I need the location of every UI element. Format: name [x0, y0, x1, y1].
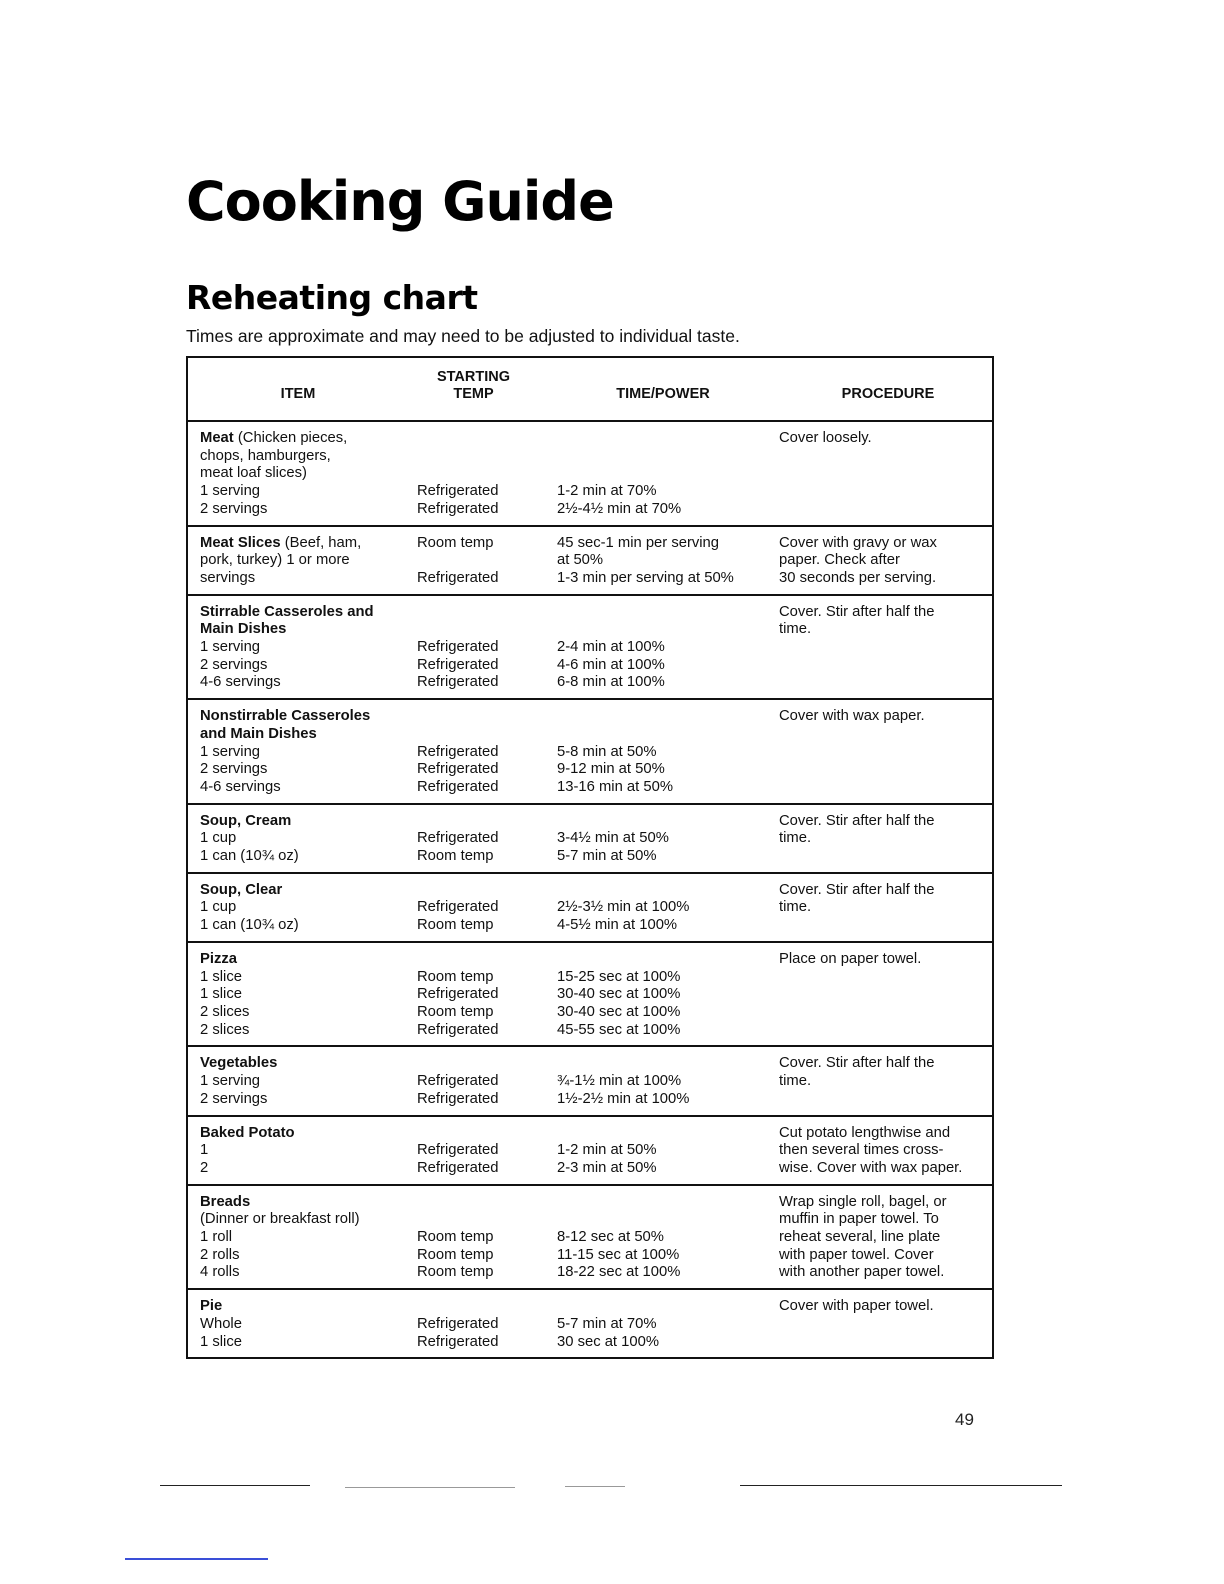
table-row: [188, 700, 992, 805]
item-line: [200, 1247, 417, 1265]
time-power-line: [557, 726, 779, 744]
time-power-line: 1½-2½ min at 100%: [557, 1090, 690, 1107]
item-line: [200, 969, 417, 987]
item-detail: chops, hamburgers,: [200, 447, 331, 464]
starting-temp-line: Refrigerated: [417, 1021, 499, 1038]
procedure-line: Cover with paper towel.: [779, 1298, 934, 1315]
item-line: [200, 1073, 417, 1091]
time-power-line: 6-8 min at 100%: [557, 674, 665, 691]
time-power-line: 45-55 sec at 100%: [557, 1021, 681, 1038]
table-body: [188, 422, 992, 1357]
table-row: [188, 1117, 992, 1186]
item-name: Breads: [200, 1193, 251, 1210]
item-detail: (Chicken pieces,: [233, 430, 348, 446]
item-line: [200, 448, 417, 466]
footer-rule: [740, 1485, 1062, 1486]
time-power-line: [557, 430, 779, 448]
section-title: Reheating chart: [186, 278, 478, 317]
item-name: Pizza: [200, 950, 238, 967]
item-line: [200, 483, 417, 501]
item-detail: 1: [200, 1142, 209, 1159]
item-detail: 1 serving: [200, 1073, 261, 1090]
item-name: Vegetables: [200, 1055, 278, 1072]
item-line: [200, 535, 417, 553]
starting-temp-line: [417, 621, 557, 639]
item-name: Baked Potato: [200, 1124, 295, 1141]
intro-text: Times are approximate and may need to be adjusted to individual taste.: [186, 326, 740, 346]
procedure-cell: [779, 535, 992, 588]
item-detail: 1 cup: [200, 830, 237, 847]
time-power-line: [557, 604, 779, 622]
item-cell: [188, 813, 417, 866]
footer-rule: [565, 1486, 625, 1487]
item-line: [200, 761, 417, 779]
starting-temp-line: Refrigerated: [417, 778, 499, 795]
item-cell: [188, 430, 417, 519]
item-line: [200, 552, 417, 570]
item-name: Meat Slices: [200, 534, 281, 551]
header-temp-line1: STARTING: [436, 369, 511, 385]
time-power-line: 5-8 min at 50%: [557, 743, 657, 760]
item-cell: [188, 951, 417, 1040]
item-cell: [188, 708, 417, 797]
procedure-line: then several times cross-: [779, 1142, 944, 1159]
item-line: [200, 621, 417, 639]
footer-rule: [345, 1487, 515, 1488]
time-power-line: [557, 708, 779, 726]
item-detail: 1 serving: [200, 639, 261, 656]
header-temp-line2: TEMP: [453, 386, 494, 402]
item-detail: Whole: [200, 1315, 242, 1332]
time-power-line: [557, 951, 779, 969]
starting-temp-line: Refrigerated: [417, 1090, 499, 1107]
time-power-line: 9-12 min at 50%: [557, 761, 665, 778]
item-line: [200, 1022, 417, 1040]
starting-temp-cell: [417, 1298, 557, 1351]
procedure-line: wise. Cover with wax paper.: [779, 1159, 963, 1176]
starting-temp-line: Room temp: [417, 848, 494, 865]
time-power-line: 4-5½ min at 100%: [557, 917, 678, 934]
starting-temp-line: [417, 465, 557, 483]
procedure-cell: [779, 430, 992, 519]
item-line: [200, 1055, 417, 1073]
item-detail: 1 slice: [200, 986, 242, 1003]
starting-temp-line: [417, 1125, 557, 1143]
procedure-line: time.: [779, 830, 812, 847]
item-cell: [188, 604, 417, 693]
item-detail: 2 servings: [200, 761, 268, 778]
item-line: [200, 1125, 417, 1143]
item-line: [200, 882, 417, 900]
item-cell: [188, 882, 417, 935]
item-cell: [188, 535, 417, 588]
item-line: [200, 674, 417, 692]
time-power-line: [557, 1125, 779, 1143]
time-power-line: [557, 1055, 779, 1073]
header-starting-temp: [426, 369, 521, 403]
starting-temp-cell: [417, 951, 557, 1040]
starting-temp-line: Refrigerated: [417, 1315, 499, 1332]
starting-temp-line: Room temp: [417, 968, 494, 985]
starting-temp-line: [417, 951, 557, 969]
starting-temp-cell: [417, 604, 557, 693]
item-cell: [188, 1125, 417, 1178]
item-detail: servings: [200, 569, 256, 586]
item-name: Soup, Cream: [200, 812, 292, 829]
time-power-line: 5-7 min at 50%: [557, 848, 657, 865]
procedure-cell: [779, 813, 992, 866]
time-power-line: 30 sec at 100%: [557, 1333, 660, 1350]
item-cell: [188, 1055, 417, 1108]
header-time-power: TIME/POWER: [616, 386, 710, 402]
item-line: [200, 1264, 417, 1282]
item-line: [200, 1091, 417, 1109]
starting-temp-line: Refrigerated: [417, 639, 499, 655]
item-line: [200, 1298, 417, 1316]
item-name: Stirrable Casseroles and: [200, 603, 374, 620]
item-name: Meat: [200, 430, 234, 446]
procedure-line: time.: [779, 621, 812, 638]
time-power-line: 2½-4½ min at 70%: [557, 500, 682, 517]
starting-temp-line: Refrigerated: [417, 986, 499, 1003]
table-header: [188, 358, 992, 422]
time-power-line: 3-4½ min at 50%: [557, 830, 669, 847]
procedure-line: Cover with gravy or wax: [779, 534, 937, 551]
item-name: Main Dishes: [200, 621, 287, 638]
starting-temp-line: [417, 1298, 557, 1316]
starting-temp-line: [417, 1194, 557, 1212]
procedure-cell: [779, 1125, 992, 1178]
item-detail: 2 slices: [200, 1021, 250, 1038]
starting-temp-line: [417, 604, 557, 622]
starting-temp-line: Room temp: [417, 917, 494, 934]
time-power-line: 1-3 min per serving at 50%: [557, 569, 734, 586]
time-power-cell: [557, 1194, 779, 1283]
time-power-cell: [557, 1055, 779, 1108]
page-number: 49: [955, 1410, 974, 1429]
procedure-cell: [779, 708, 992, 797]
starting-temp-cell: [417, 882, 557, 935]
time-power-line: 18-22 sec at 100%: [557, 1264, 681, 1281]
item-detail: 2 servings: [200, 1090, 268, 1107]
procedure-cell: [779, 604, 992, 693]
starting-temp-line: Refrigerated: [417, 569, 499, 586]
item-detail: 2 slices: [200, 1003, 250, 1020]
procedure-cell: [779, 1055, 992, 1108]
item-line: [200, 779, 417, 797]
procedure-line: Cover. Stir after half the: [779, 603, 935, 620]
item-line: [200, 501, 417, 519]
item-detail: 4-6 servings: [200, 674, 281, 691]
time-power-line: [557, 1298, 779, 1316]
table-row: [188, 943, 992, 1048]
time-power-line: 1-2 min at 70%: [557, 483, 657, 500]
header-procedure: PROCEDURE: [841, 386, 935, 402]
procedure-line: Cover loosely.: [779, 430, 872, 446]
item-line: [200, 465, 417, 483]
time-power-line: [557, 882, 779, 900]
procedure-cell: [779, 1298, 992, 1351]
table-row: [188, 527, 992, 596]
item-name: Nonstirrable Casseroles: [200, 708, 371, 725]
time-power-line: [557, 465, 779, 483]
item-cell: [188, 1298, 417, 1351]
procedure-cell: [779, 951, 992, 1040]
starting-temp-line: [417, 552, 557, 570]
time-power-line: 4-6 min at 100%: [557, 656, 665, 673]
time-power-cell: [557, 708, 779, 797]
starting-temp-line: [417, 1055, 557, 1073]
table-row: [188, 805, 992, 874]
time-power-line: 30-40 sec at 100%: [557, 986, 681, 1003]
item-detail: 1 can (10¾ oz): [200, 917, 299, 934]
time-power-cell: [557, 535, 779, 588]
item-line: [200, 830, 417, 848]
starting-temp-line: [417, 726, 557, 744]
starting-temp-cell: [417, 535, 557, 588]
starting-temp-line: Room temp: [417, 1228, 494, 1245]
starting-temp-line: Refrigerated: [417, 1333, 499, 1350]
item-detail: 1 can (10¾ oz): [200, 848, 299, 865]
item-detail: 2: [200, 1159, 209, 1176]
time-power-line: [557, 813, 779, 831]
table-row: [188, 422, 992, 527]
item-detail: (Beef, ham,: [280, 534, 362, 551]
starting-temp-line: [417, 882, 557, 900]
time-power-line: [557, 1211, 779, 1229]
item-line: [200, 1004, 417, 1022]
starting-temp-line: Refrigerated: [417, 1159, 499, 1176]
procedure-line: reheat several, line plate: [779, 1229, 941, 1246]
time-power-line: 2-3 min at 50%: [557, 1159, 657, 1176]
item-line: [200, 917, 417, 935]
starting-temp-line: Room temp: [417, 1264, 494, 1281]
procedure-line: with another paper towel.: [779, 1264, 945, 1281]
time-power-line: 11-15 sec at 100%: [557, 1246, 680, 1263]
item-detail: 1 slice: [200, 1333, 242, 1350]
item-detail: 4 rolls: [200, 1264, 240, 1281]
item-line: [200, 986, 417, 1004]
starting-temp-cell: [417, 1125, 557, 1178]
item-cell: [188, 1194, 417, 1283]
item-line: [200, 1229, 417, 1247]
time-power-cell: [557, 882, 779, 935]
item-line: [200, 570, 417, 588]
item-detail: (Dinner or breakfast roll): [200, 1211, 360, 1228]
item-line: [200, 639, 417, 657]
reheating-chart-table: [186, 356, 994, 1359]
footer-rule: [125, 1558, 268, 1560]
item-line: [200, 726, 417, 744]
procedure-line: Cover. Stir after half the: [779, 812, 935, 829]
time-power-cell: [557, 604, 779, 693]
item-line: [200, 951, 417, 969]
starting-temp-line: Room temp: [417, 1003, 494, 1020]
table-row: [188, 596, 992, 701]
starting-temp-line: [417, 1211, 557, 1229]
item-line: [200, 430, 417, 448]
procedure-cell: [779, 882, 992, 935]
starting-temp-line: Refrigerated: [417, 483, 499, 500]
time-power-cell: [557, 951, 779, 1040]
procedure-line: Cover. Stir after half the: [779, 1055, 935, 1072]
time-power-line: 30-40 sec at 100%: [557, 1003, 681, 1020]
page-title: Cooking Guide: [186, 170, 614, 233]
item-name: and Main Dishes: [200, 725, 317, 742]
starting-temp-line: Refrigerated: [417, 500, 499, 517]
starting-temp-cell: [417, 708, 557, 797]
starting-temp-line: Refrigerated: [417, 1142, 499, 1159]
starting-temp-line: Refrigerated: [417, 1073, 499, 1090]
time-power-line: 2-4 min at 100%: [557, 639, 665, 655]
time-power-cell: [557, 1125, 779, 1178]
header-item: ITEM: [280, 386, 316, 402]
procedure-line: Cover with wax paper.: [779, 708, 925, 725]
item-line: [200, 604, 417, 622]
item-detail: meat loaf slices): [200, 465, 307, 482]
time-power-cell: [557, 1298, 779, 1351]
item-line: [200, 813, 417, 831]
item-detail: 1 slice: [200, 968, 242, 985]
starting-temp-line: [417, 708, 557, 726]
time-power-line: at 50%: [557, 552, 604, 569]
table-row: [188, 874, 992, 943]
item-detail: 1 serving: [200, 483, 261, 500]
item-detail: pork, turkey) 1 or more: [200, 552, 350, 569]
starting-temp-line: Refrigerated: [417, 656, 499, 673]
item-line: [200, 1316, 417, 1334]
item-line: [200, 744, 417, 762]
starting-temp-line: Refrigerated: [417, 761, 499, 778]
starting-temp-cell: [417, 813, 557, 866]
time-power-line: 8-12 sec at 50%: [557, 1228, 664, 1245]
item-line: [200, 1334, 417, 1352]
starting-temp-line: Refrigerated: [417, 743, 499, 760]
procedure-line: Place on paper towel.: [779, 950, 922, 967]
item-detail: 4-6 servings: [200, 778, 281, 795]
item-name: Pie: [200, 1298, 223, 1315]
time-power-line: 5-7 min at 70%: [557, 1315, 657, 1332]
item-line: [200, 848, 417, 866]
item-line: [200, 1211, 417, 1229]
time-power-cell: [557, 430, 779, 519]
starting-temp-line: [417, 448, 557, 466]
starting-temp-line: Refrigerated: [417, 830, 499, 847]
procedure-line: time.: [779, 1073, 812, 1090]
table-row: [188, 1290, 992, 1357]
procedure-line: 30 seconds per serving.: [779, 569, 937, 586]
procedure-cell: [779, 1194, 992, 1283]
footer-rule: [160, 1485, 310, 1486]
starting-temp-line: Room temp: [417, 1246, 494, 1263]
table-row: [188, 1047, 992, 1116]
starting-temp-cell: [417, 1055, 557, 1108]
item-line: [200, 657, 417, 675]
procedure-line: Wrap single roll, bagel, or: [779, 1193, 947, 1210]
procedure-line: paper. Check after: [779, 552, 900, 569]
procedure-line: time.: [779, 899, 812, 916]
starting-temp-line: Refrigerated: [417, 899, 499, 916]
item-line: [200, 1194, 417, 1212]
item-detail: 2 servings: [200, 656, 268, 673]
item-detail: 1 roll: [200, 1229, 233, 1246]
starting-temp-line: [417, 813, 557, 831]
time-power-line: [557, 448, 779, 466]
item-detail: 2 servings: [200, 500, 268, 517]
procedure-line: Cut potato lengthwise and: [779, 1124, 951, 1141]
procedure-line: with paper towel. Cover: [779, 1246, 934, 1263]
starting-temp-line: Refrigerated: [417, 674, 499, 691]
item-line: [200, 708, 417, 726]
procedure-line: muffin in paper towel. To: [779, 1211, 939, 1228]
item-detail: 1 cup: [200, 899, 237, 916]
time-power-line: 45 sec-1 min per serving: [557, 534, 720, 551]
item-detail: 1 serving: [200, 743, 261, 760]
time-power-line: 15-25 sec at 100%: [557, 968, 681, 985]
starting-temp-cell: [417, 1194, 557, 1283]
starting-temp-line: [417, 430, 557, 448]
time-power-line: 1-2 min at 50%: [557, 1142, 657, 1159]
time-power-line: [557, 1194, 779, 1212]
item-detail: 2 rolls: [200, 1246, 240, 1263]
item-name: Soup, Clear: [200, 881, 283, 898]
item-line: [200, 899, 417, 917]
table-row: [188, 1186, 992, 1291]
time-power-line: 2½-3½ min at 100%: [557, 899, 690, 916]
time-power-line: [557, 621, 779, 639]
starting-temp-line: Room temp: [417, 534, 494, 551]
time-power-line: ¾-1½ min at 100%: [557, 1073, 682, 1090]
item-line: [200, 1160, 417, 1178]
item-line: [200, 1142, 417, 1160]
procedure-line: Cover. Stir after half the: [779, 881, 935, 898]
time-power-cell: [557, 813, 779, 866]
starting-temp-cell: [417, 430, 557, 519]
time-power-line: 13-16 min at 50%: [557, 778, 673, 795]
